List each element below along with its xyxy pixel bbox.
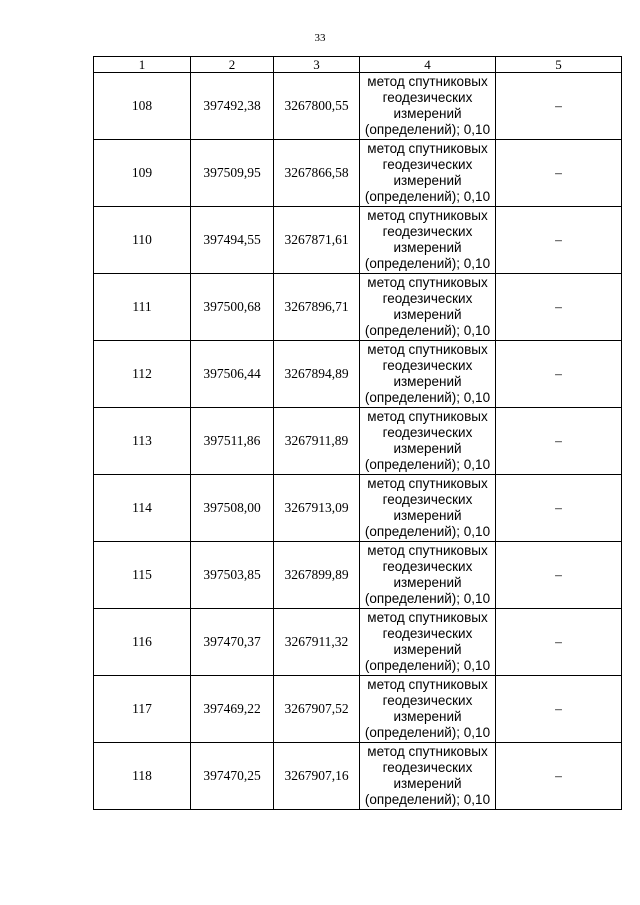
point-number: 110 [94,207,191,274]
method-cell [360,73,496,140]
coordinate-y: 3267911,89 [274,408,360,475]
method-line: геодезических [382,291,473,306]
coordinate-y: 3267871,61 [274,207,360,274]
table-body [94,73,622,810]
coordinate-y: 3267896,71 [274,274,360,341]
method-line: (определений); 0,10 [364,256,491,271]
table-row [94,743,622,810]
method-line: (определений); 0,10 [364,189,491,204]
coordinate-y: 3267907,52 [274,676,360,743]
point-number: 117 [94,676,191,743]
method-cell [360,274,496,341]
column-header-4: 4 [360,57,496,73]
method-line: метод спутниковых [367,342,488,357]
coordinate-y: 3267913,09 [274,475,360,542]
coordinate-y: 3267866,58 [274,140,360,207]
coordinate-x: 397503,85 [191,542,274,609]
method-line: метод спутниковых [367,610,488,625]
method-line: (определений); 0,10 [364,122,491,137]
method-line: (определений); 0,10 [364,457,491,472]
page-number: 33 [314,32,326,44]
method-line: (определений); 0,10 [364,524,491,539]
method-line: измерений [393,575,462,590]
method-line: (определений); 0,10 [364,591,491,606]
table-row [94,475,622,542]
table-row [94,207,622,274]
extra-cell: – [496,207,622,274]
method-line: метод спутниковых [367,208,488,223]
method-line: измерений [393,173,462,188]
coordinate-x: 397509,95 [191,140,274,207]
coordinate-x: 397492,38 [191,73,274,140]
point-number: 116 [94,609,191,676]
table-row [94,609,622,676]
method-cell [360,676,496,743]
method-line: геодезических [382,559,473,574]
extra-cell: – [496,609,622,676]
header-row [94,57,622,73]
point-number: 114 [94,475,191,542]
method-line: геодезических [382,626,473,641]
method-cell [360,743,496,810]
extra-cell: – [496,140,622,207]
method-line: (определений); 0,10 [364,323,491,338]
table-row [94,73,622,140]
method-line: измерений [393,240,462,255]
method-line: (определений); 0,10 [364,725,491,740]
method-line: геодезических [382,425,473,440]
method-line: измерений [393,776,462,791]
method-line: измерений [393,374,462,389]
method-line: измерений [393,106,462,121]
coordinate-y: 3267899,89 [274,542,360,609]
coordinate-x: 397500,68 [191,274,274,341]
method-line: (определений); 0,10 [364,792,491,807]
coordinate-x: 397494,55 [191,207,274,274]
method-line: метод спутниковых [367,141,488,156]
extra-cell: – [496,676,622,743]
method-cell [360,609,496,676]
coordinate-y: 3267907,16 [274,743,360,810]
method-line: (определений); 0,10 [364,658,491,673]
table-row [94,140,622,207]
method-cell [360,341,496,408]
method-line: метод спутниковых [367,275,488,290]
table-row [94,676,622,743]
extra-cell: – [496,341,622,408]
point-number: 118 [94,743,191,810]
method-line: геодезических [382,358,473,373]
extra-cell: – [496,274,622,341]
method-line: геодезических [382,693,473,708]
table-row [94,408,622,475]
coordinate-y: 3267911,32 [274,609,360,676]
coordinate-x: 397506,44 [191,341,274,408]
method-cell [360,140,496,207]
method-line: метод спутниковых [367,543,488,558]
extra-cell: – [496,542,622,609]
method-line: метод спутниковых [367,744,488,759]
method-line: измерений [393,307,462,322]
extra-cell: – [496,743,622,810]
coordinate-y: 3267800,55 [274,73,360,140]
coordinates-table [93,56,622,810]
coordinate-x: 397470,25 [191,743,274,810]
column-header-3: 3 [274,57,360,73]
coordinate-x: 397508,00 [191,475,274,542]
column-header-1: 1 [94,57,191,73]
method-line: (определений); 0,10 [364,390,491,405]
method-cell [360,408,496,475]
column-header-2: 2 [191,57,274,73]
method-line: метод спутниковых [367,409,488,424]
extra-cell: – [496,475,622,542]
method-line: измерений [393,508,462,523]
method-line: геодезических [382,224,473,239]
method-line: геодезических [382,492,473,507]
method-line: геодезических [382,760,473,775]
table-row [94,341,622,408]
table-row [94,542,622,609]
point-number: 112 [94,341,191,408]
coordinate-x: 397470,37 [191,609,274,676]
method-line: измерений [393,709,462,724]
coordinate-x: 397511,86 [191,408,274,475]
method-line: измерений [393,642,462,657]
point-number: 109 [94,140,191,207]
coordinate-y: 3267894,89 [274,341,360,408]
method-line: метод спутниковых [367,476,488,491]
method-line: метод спутниковых [367,677,488,692]
column-header-5: 5 [496,57,622,73]
method-cell [360,207,496,274]
method-line: метод спутниковых [367,74,488,89]
extra-cell: – [496,73,622,140]
method-line: геодезических [382,157,473,172]
method-line: геодезических [382,90,473,105]
method-cell [360,542,496,609]
point-number: 115 [94,542,191,609]
table-row [94,274,622,341]
point-number: 113 [94,408,191,475]
extra-cell: – [496,408,622,475]
method-line: измерений [393,441,462,456]
method-cell [360,475,496,542]
coordinate-x: 397469,22 [191,676,274,743]
point-number: 111 [94,274,191,341]
point-number: 108 [94,73,191,140]
